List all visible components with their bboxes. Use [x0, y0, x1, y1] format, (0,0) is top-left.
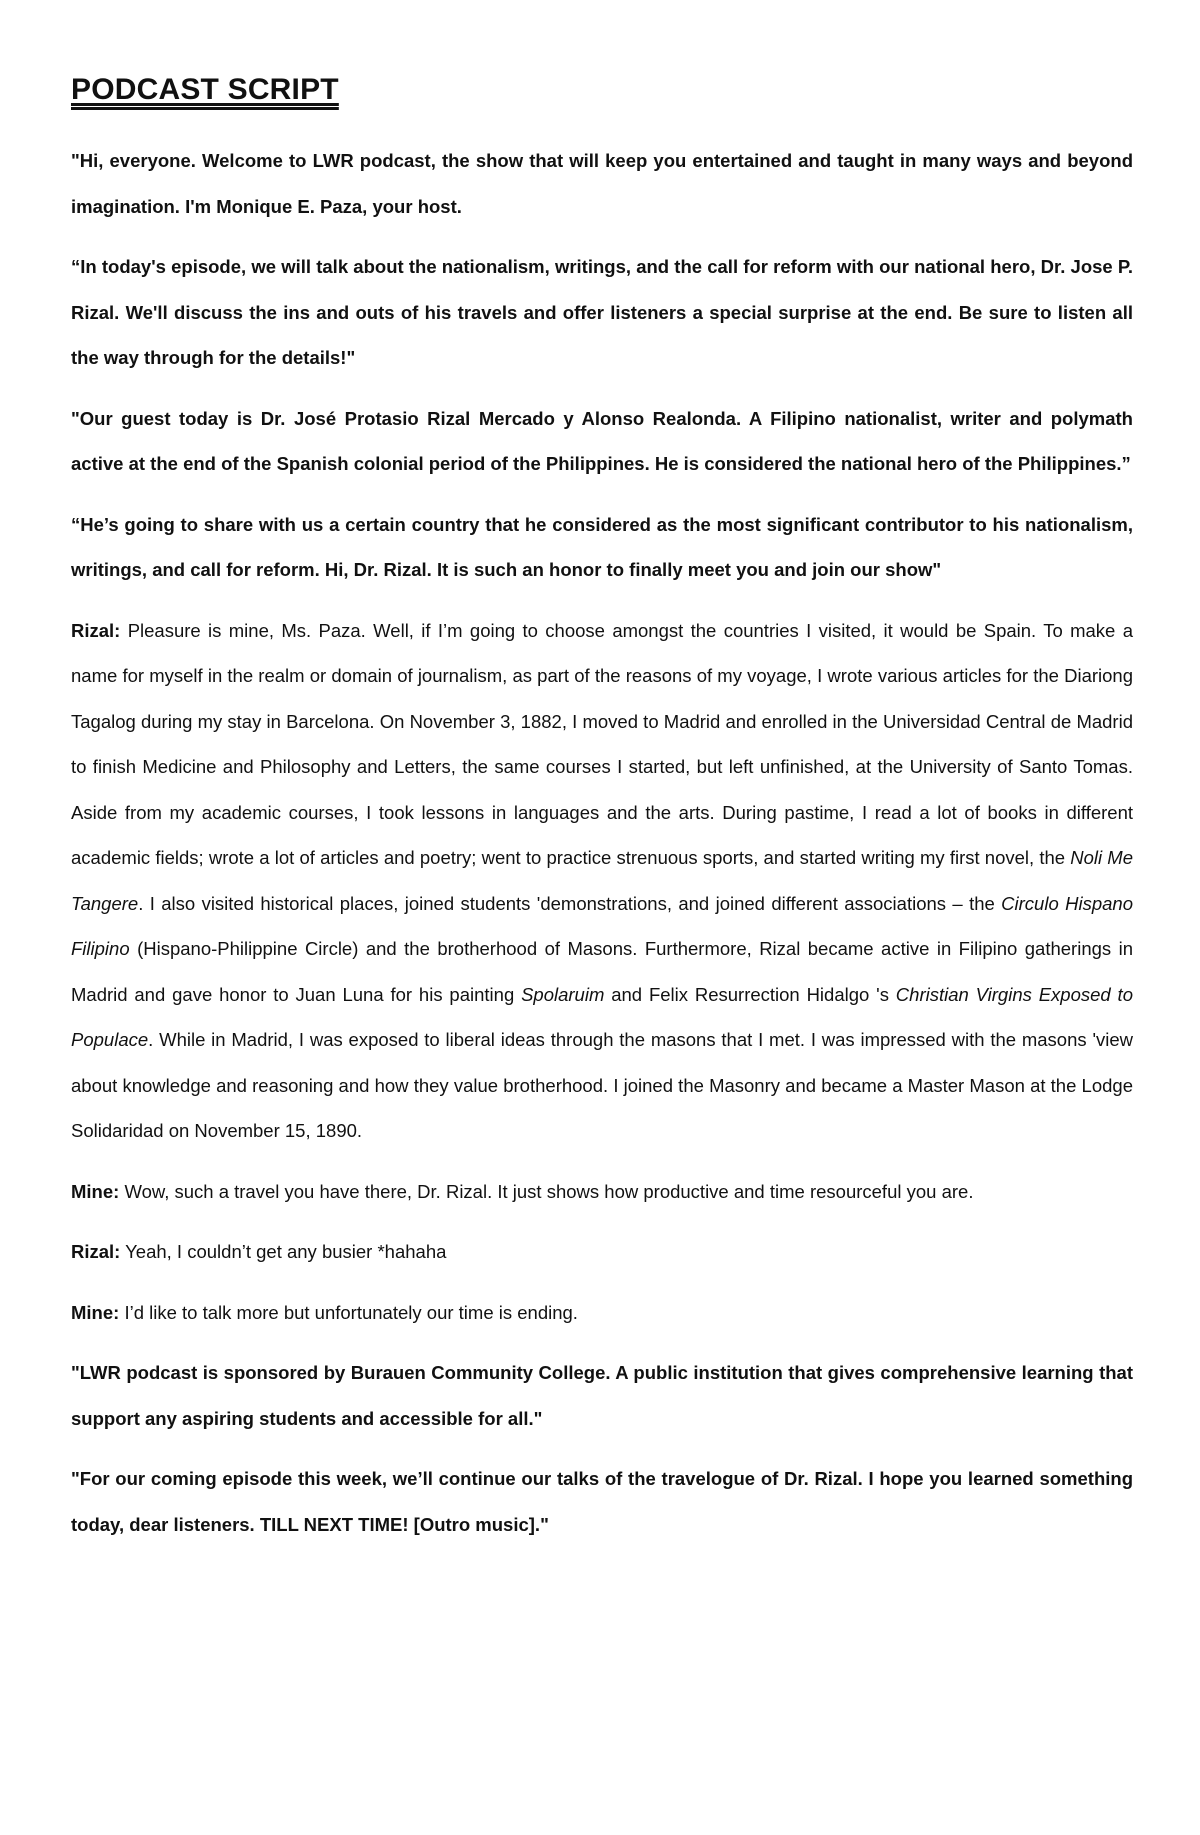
outro-paragraph: "For our coming episode this week, we’ll continue our talks of the travelogue of Dr. Rizal. I hope you learned something today, dear listeners. TILL NEXT TIME! [Outro music]." [71, 1468, 1133, 1535]
answer-text: (Hispano-Philippine Circle) and the brotherhood of Masons. Furthermore, Rizal became active in Filipino gatherings in Madrid and gave honor to Juan Luna for his painting [71, 938, 1133, 1005]
dialog-text: Yeah, I couldn’t get any busier *hahaha [120, 1241, 447, 1262]
association-italic: Circulo Hispano Filipino [71, 892, 1133, 959]
painting-title-italic: Spolaruim [521, 983, 605, 1005]
speaker-label: Mine: [71, 1180, 120, 1202]
rizal-answer-paragraph [71, 608, 1133, 1154]
dialog-line [71, 1290, 1133, 1336]
dialog-text: I’d like to talk more but unfortunately our time is ending. [119, 1301, 578, 1323]
page-title: PODCAST SCRIPT [71, 73, 339, 106]
book-title-italic: Noli Me Tangere [71, 847, 1133, 914]
answer-text: and Felix Resurrection Hidalgo 's [604, 983, 896, 1005]
dialog-text: Wow, such a travel you have there, Dr. Rizal. It just shows how productive and time resourceful you are. [119, 1180, 974, 1202]
answer-text: Pleasure is mine, Ms. Paza. Well, if I’m going to choose amongst the countries I visited, it would be Spain. To make a name for myself in the realm or domain of journalism, as part of the reasons of my voyage, I wrote various articles for the Diariong Tagalog during my stay in Barcelona. On November 3, 1882, I moved to Madrid and enrolled in the Universidad Central de Madrid to finish Medicine and Philosophy and Letters, the same courses I started, but left unfinished, at the University of Santo Tomas. Aside from my academic courses, I took lessons in languages and the arts. During pastime, I read a lot of books in different academic fields; wrote a lot of articles and poetry; went to practice strenuous sports, and started writing my first novel, the [71, 619, 1133, 868]
painting-title-italic: Christian Virgins Exposed to Populace [71, 983, 1133, 1050]
document-body [71, 68, 1133, 1562]
intro-guest-paragraph: "Our guest today is Dr. José Protasio Rizal Mercado y Alonso Realonda. A Filipino nationalist, writer and polymath active at the end of the Spanish colonial period of the Philippines. He is considered the national hero of the Philippines.” [71, 407, 1133, 474]
speaker-label: Mine: [71, 1301, 120, 1323]
answer-text: . While in Madrid, I was exposed to liberal ideas through the masons that I met. I was impressed with the masons 'view about knowledge and reasoning and how they value brotherhood. I joined the Masonry and became a Master Mason at the Lodge Solidaridad on November 15, 1890. [71, 1029, 1133, 1141]
dialog-line [71, 1169, 1133, 1215]
answer-text: . I also visited historical places, joined students 'demonstrations, and joined different associations – the [138, 892, 1002, 914]
intro-question-paragraph: “He’s going to share with us a certain country that he considered as the most significant contributor to his nationalism, writings, and call for reform. Hi, Dr. Rizal. It is such an honor to finally meet you and join our show" [71, 513, 1133, 580]
intro-episode-paragraph: “In today's episode, we will talk about the nationalism, writings, and the call for reform with our national hero, Dr. Jose P. Rizal. We'll discuss the ins and outs of his travels and offer listeners a special surprise at the end. Be sure to listen all the way through for the details!" [71, 256, 1133, 368]
sponsor-paragraph: "LWR podcast is sponsored by Burauen Community College. A public institution that gives comprehensive learning that support any aspiring students and accessible for all." [71, 1362, 1133, 1429]
speaker-label: Rizal: [71, 1241, 121, 1262]
intro-welcome-paragraph: "Hi, everyone. Welcome to LWR podcast, the show that will keep you entertained and taught in many ways and beyond imagination. I'm Monique E. Paza, your host. [71, 150, 1133, 217]
speaker-label: Rizal: [71, 619, 121, 641]
dialog-line [71, 1229, 1133, 1275]
